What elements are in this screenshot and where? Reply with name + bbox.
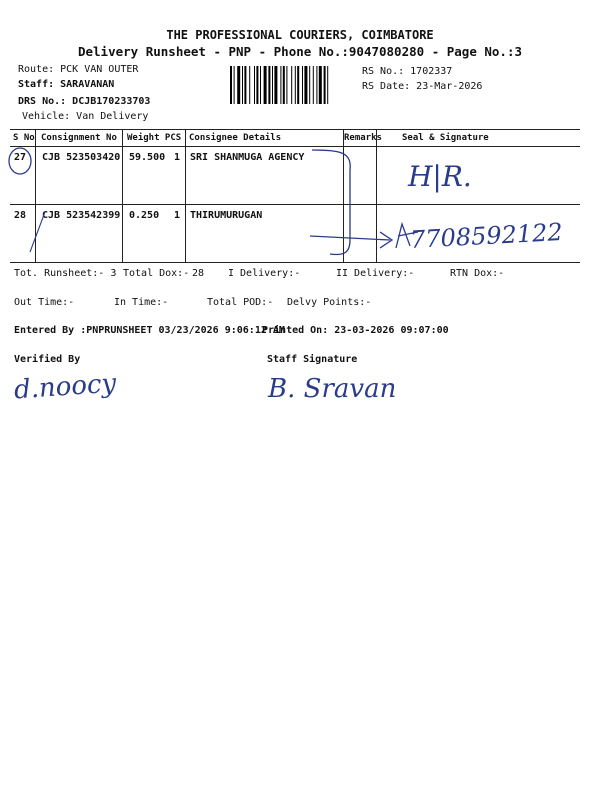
header-seal-signature: Seal & Signature: [402, 133, 489, 143]
row-consignee: SRI SHANMUGA AGENCY: [190, 152, 305, 163]
handwritten-phone: 7708592122: [409, 218, 564, 254]
rs-date: RS Date: 23-Mar-2026: [362, 81, 483, 92]
tot-runsheet: Tot. Runsheet:- 3: [14, 268, 117, 279]
runsheet-title: Delivery Runsheet - PNP - Phone No.:9047080280 - Page No.:3: [77, 44, 522, 59]
i-delivery: I Delivery:-: [228, 268, 301, 279]
rs-number: RS No.: 1702337: [362, 66, 453, 77]
handwritten-remark: H|R.: [408, 160, 472, 193]
header-sno: S No: [13, 133, 35, 143]
header-weight-pcs: Weight PCS: [127, 133, 182, 143]
rtn-dox: RTN Dox:-: [450, 268, 505, 279]
row-consignment: CJB 523503420: [42, 152, 121, 163]
pen-marks: [0, 0, 600, 300]
circle-mark: [9, 148, 31, 174]
bracket-mark: [312, 150, 350, 254]
scribble-mark: [396, 224, 418, 248]
company-title: THE PROFESSIONAL COURIERS, COIMBATORE: [166, 28, 434, 42]
row-weight: 59.500: [129, 152, 166, 163]
header-consignment: Consignment No: [41, 133, 117, 143]
verified-by-label: Verified By: [14, 354, 81, 365]
row-pcs: 1: [174, 152, 181, 163]
header-consignee: Consignee Details: [189, 133, 282, 143]
in-time: In Time:-: [114, 297, 169, 308]
vehicle-label: Vehicle: Van Delivery: [22, 111, 149, 122]
row-weight: 0.250: [129, 210, 160, 221]
row-sno: 28: [14, 210, 27, 221]
row-consignee: THIRUMURUGAN: [190, 210, 263, 221]
total-pod: Total POD:-: [207, 297, 274, 308]
row-pcs: 1: [174, 210, 181, 221]
staff-signature-label: Staff Signature: [267, 354, 358, 365]
header-remarks: Remarks: [344, 133, 382, 143]
entered-by: Entered By :PNPRUNSHEET 03/23/2026 9:06:12 AM: [14, 325, 285, 336]
verified-signature: d.noocy: [13, 368, 118, 406]
delvy-points: Delvy Points:-: [287, 297, 372, 308]
staff-signature: B. Sravan: [268, 374, 397, 404]
total-dox-label: Total Dox:-: [123, 268, 190, 279]
slash-mark: [30, 212, 45, 252]
total-dox-value: 28: [192, 268, 205, 279]
drs-number: DRS No.: DCJB170233703: [18, 96, 151, 107]
row-sno: 27: [14, 152, 27, 163]
printed-on: Printed On: 23-03-2026 09:07:00: [262, 325, 449, 336]
row-consignment: CJB 523542399: [42, 210, 121, 221]
route-label: Route: PCK VAN OUTER: [18, 64, 139, 75]
out-time: Out Time:-: [14, 297, 75, 308]
ii-delivery: II Delivery:-: [336, 268, 415, 279]
staff-label: Staff: SARAVANAN: [18, 79, 115, 90]
